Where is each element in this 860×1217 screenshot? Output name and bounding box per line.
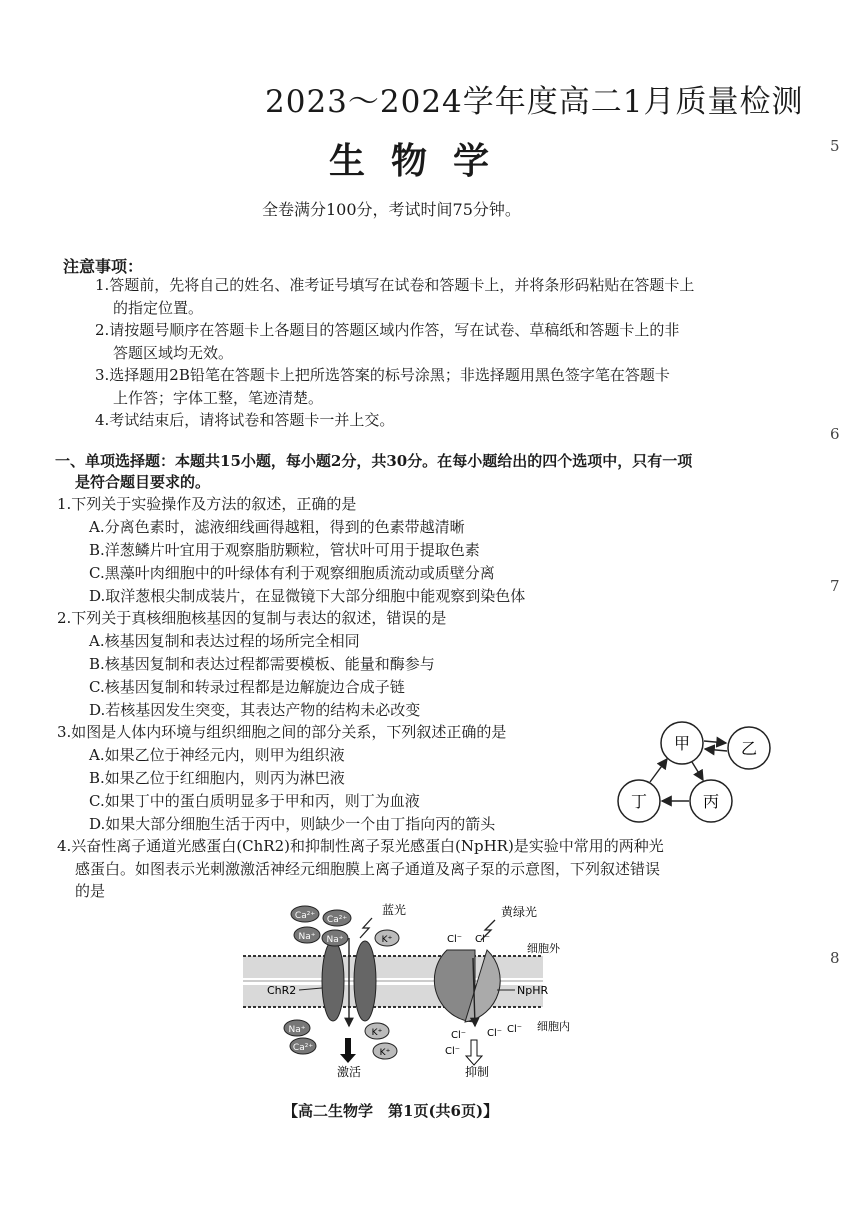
- option-d: D.取洋葱根尖制成装片，在显微镜下大部分细胞中能观察到染色体: [89, 587, 526, 605]
- svg-text:Cl⁻: Cl⁻: [451, 1030, 467, 1041]
- chr2-right-subunit: [354, 941, 376, 1021]
- section-heading: 一、单项选择题：本题共15小题，每小题2分，共30分。在每小题给出的四个选项中，只有一项: [55, 452, 693, 470]
- question-stem-cont: 感蛋白。如图表示光刺激激活神经元细胞膜上离子通道及离子泵的示意图，下列叙述错误: [75, 860, 661, 878]
- note-line: 2.请按题号顺序在答题卡上各题目的答题区域内作答，写在试卷、草稿纸和答题卡上的非: [95, 321, 680, 339]
- margin-number: 5: [830, 137, 840, 155]
- inside-ions: [284, 1020, 522, 1059]
- chr2-left-subunit: [322, 941, 344, 1021]
- option-d: D.若核基因发生突变，其表达产物的结构未必改变: [89, 701, 421, 719]
- outside-label: 细胞外: [527, 942, 560, 955]
- exam-title: 2023～2024学年度高二1月质量检测: [265, 84, 804, 120]
- margin-number: 6: [830, 425, 840, 443]
- svg-text:Cl⁻: Cl⁻: [507, 1024, 523, 1035]
- arrow-ding-jia: [650, 759, 667, 782]
- activate-arrow: [340, 1038, 356, 1063]
- nphr-label: NpHR: [517, 984, 549, 997]
- exam-info: 全卷满分100分，考试时间75分钟。: [262, 200, 521, 219]
- note-line: 1.答题前，先将自己的姓名、准考证号填写在试卷和答题卡上，并将条形码粘贴在答题卡上: [95, 276, 695, 294]
- page-footer: 【高二生物学 第1页(共6页)】: [283, 1102, 499, 1120]
- subject-title: 生物学: [329, 140, 516, 182]
- inhibit-arrow: [466, 1040, 482, 1065]
- note-line: 3.选择题用2B铅笔在答题卡上把所选答案的标号涂黑；非选择题用黑色签字笔在答题卡: [95, 366, 670, 384]
- option-a: A.分离色素时，滤液细线画得越粗，得到的色素带越清晰: [89, 518, 465, 536]
- arrow-jia-bing: [692, 762, 703, 780]
- option-d: D.如果大部分细胞生活于丙中，则缺少一个由丁指向丙的箭头: [89, 815, 496, 833]
- svg-text:K⁺: K⁺: [381, 935, 393, 945]
- svg-text:K⁺: K⁺: [371, 1028, 383, 1038]
- inhibit-label: 抑制: [465, 1065, 490, 1078]
- node-label: 丁: [630, 792, 648, 811]
- section-heading-cont: 是符合题目要求的。: [75, 473, 211, 491]
- option-b: B.核基因复制和表达过程都需要模板、能量和酶参与: [89, 655, 435, 673]
- option-c: C.核基因复制和转录过程都是边解旋边合成子链: [89, 678, 405, 696]
- margin-number: 8: [830, 949, 840, 967]
- svg-text:Na⁺: Na⁺: [326, 935, 344, 945]
- blue-light-label: 蓝光: [382, 903, 407, 917]
- question-stem-cont: 的是: [75, 882, 106, 900]
- svg-text:Cl⁻: Cl⁻: [445, 1046, 461, 1057]
- question-stem: 2.下列关于真核细胞核基因的复制与表达的叙述，错误的是: [57, 609, 447, 627]
- margin-number: 7: [830, 577, 840, 595]
- notes-heading: 注意事项：: [63, 257, 144, 276]
- svg-text:Ca²⁺: Ca²⁺: [326, 915, 348, 925]
- note-line: 答题区域均无效。: [113, 344, 234, 362]
- question-stem: 1.下列关于实验操作及方法的叙述，正确的是: [57, 495, 357, 513]
- option-a: A.如果乙位于神经元内，则甲为组织液: [89, 746, 345, 764]
- fluid-relation-diagram: [605, 718, 780, 828]
- question-stem: 3.如图是人体内环境与组织细胞之间的部分关系，下列叙述正确的是: [57, 723, 507, 741]
- node-label: 乙: [740, 739, 758, 758]
- svg-text:Cl⁻: Cl⁻: [487, 1028, 503, 1039]
- option-c: C.黑藻叶肉细胞中的叶绿体有利于观察细胞质流动或质壁分离: [89, 564, 495, 582]
- option-b: B.洋葱鳞片叶宜用于观察脂肪颗粒，管状叶可用于提取色素: [89, 541, 480, 559]
- inside-label: 细胞内: [537, 1020, 570, 1033]
- svg-text:Ca²⁺: Ca²⁺: [294, 911, 316, 921]
- svg-text:Na⁺: Na⁺: [298, 932, 316, 942]
- svg-text:Na⁺: Na⁺: [288, 1025, 306, 1035]
- chr2-label: ChR2: [267, 984, 297, 997]
- option-b: B.如果乙位于红细胞内，则丙为淋巴液: [89, 769, 345, 787]
- question-stem: 4.兴奋性离子通道光感蛋白(ChR2)和抑制性离子泵光感蛋白(NpHR)是实验中常用的两种光: [57, 837, 664, 855]
- node-label: 丙: [702, 792, 720, 811]
- option-c: C.如果丁中的蛋白质明显多于甲和丙，则丁为血液: [89, 792, 420, 810]
- svg-text:Cl⁻: Cl⁻: [447, 934, 463, 945]
- svg-text:Ca²⁺: Ca²⁺: [292, 1043, 314, 1053]
- arrow-yi-jia: [705, 749, 727, 751]
- note-line: 的指定位置。: [113, 299, 204, 317]
- arrow-jia-yi: [704, 741, 726, 743]
- yellow-light-label: 黄绿光: [501, 905, 538, 919]
- node-label: 甲: [673, 734, 691, 753]
- note-line: 上作答；字体工整，笔迹清楚。: [113, 389, 324, 407]
- blue-light-bolt: [360, 918, 372, 938]
- svg-text:Cl⁻: Cl⁻: [475, 934, 491, 945]
- membrane-channel-diagram: [235, 898, 600, 1078]
- activate-label: 激活: [337, 1065, 362, 1078]
- svg-text:K⁺: K⁺: [379, 1048, 391, 1058]
- note-line: 4.考试结束后，请将试卷和答题卡一并上交。: [95, 411, 395, 429]
- option-a: A.核基因复制和表达过程的场所完全相同: [89, 632, 360, 650]
